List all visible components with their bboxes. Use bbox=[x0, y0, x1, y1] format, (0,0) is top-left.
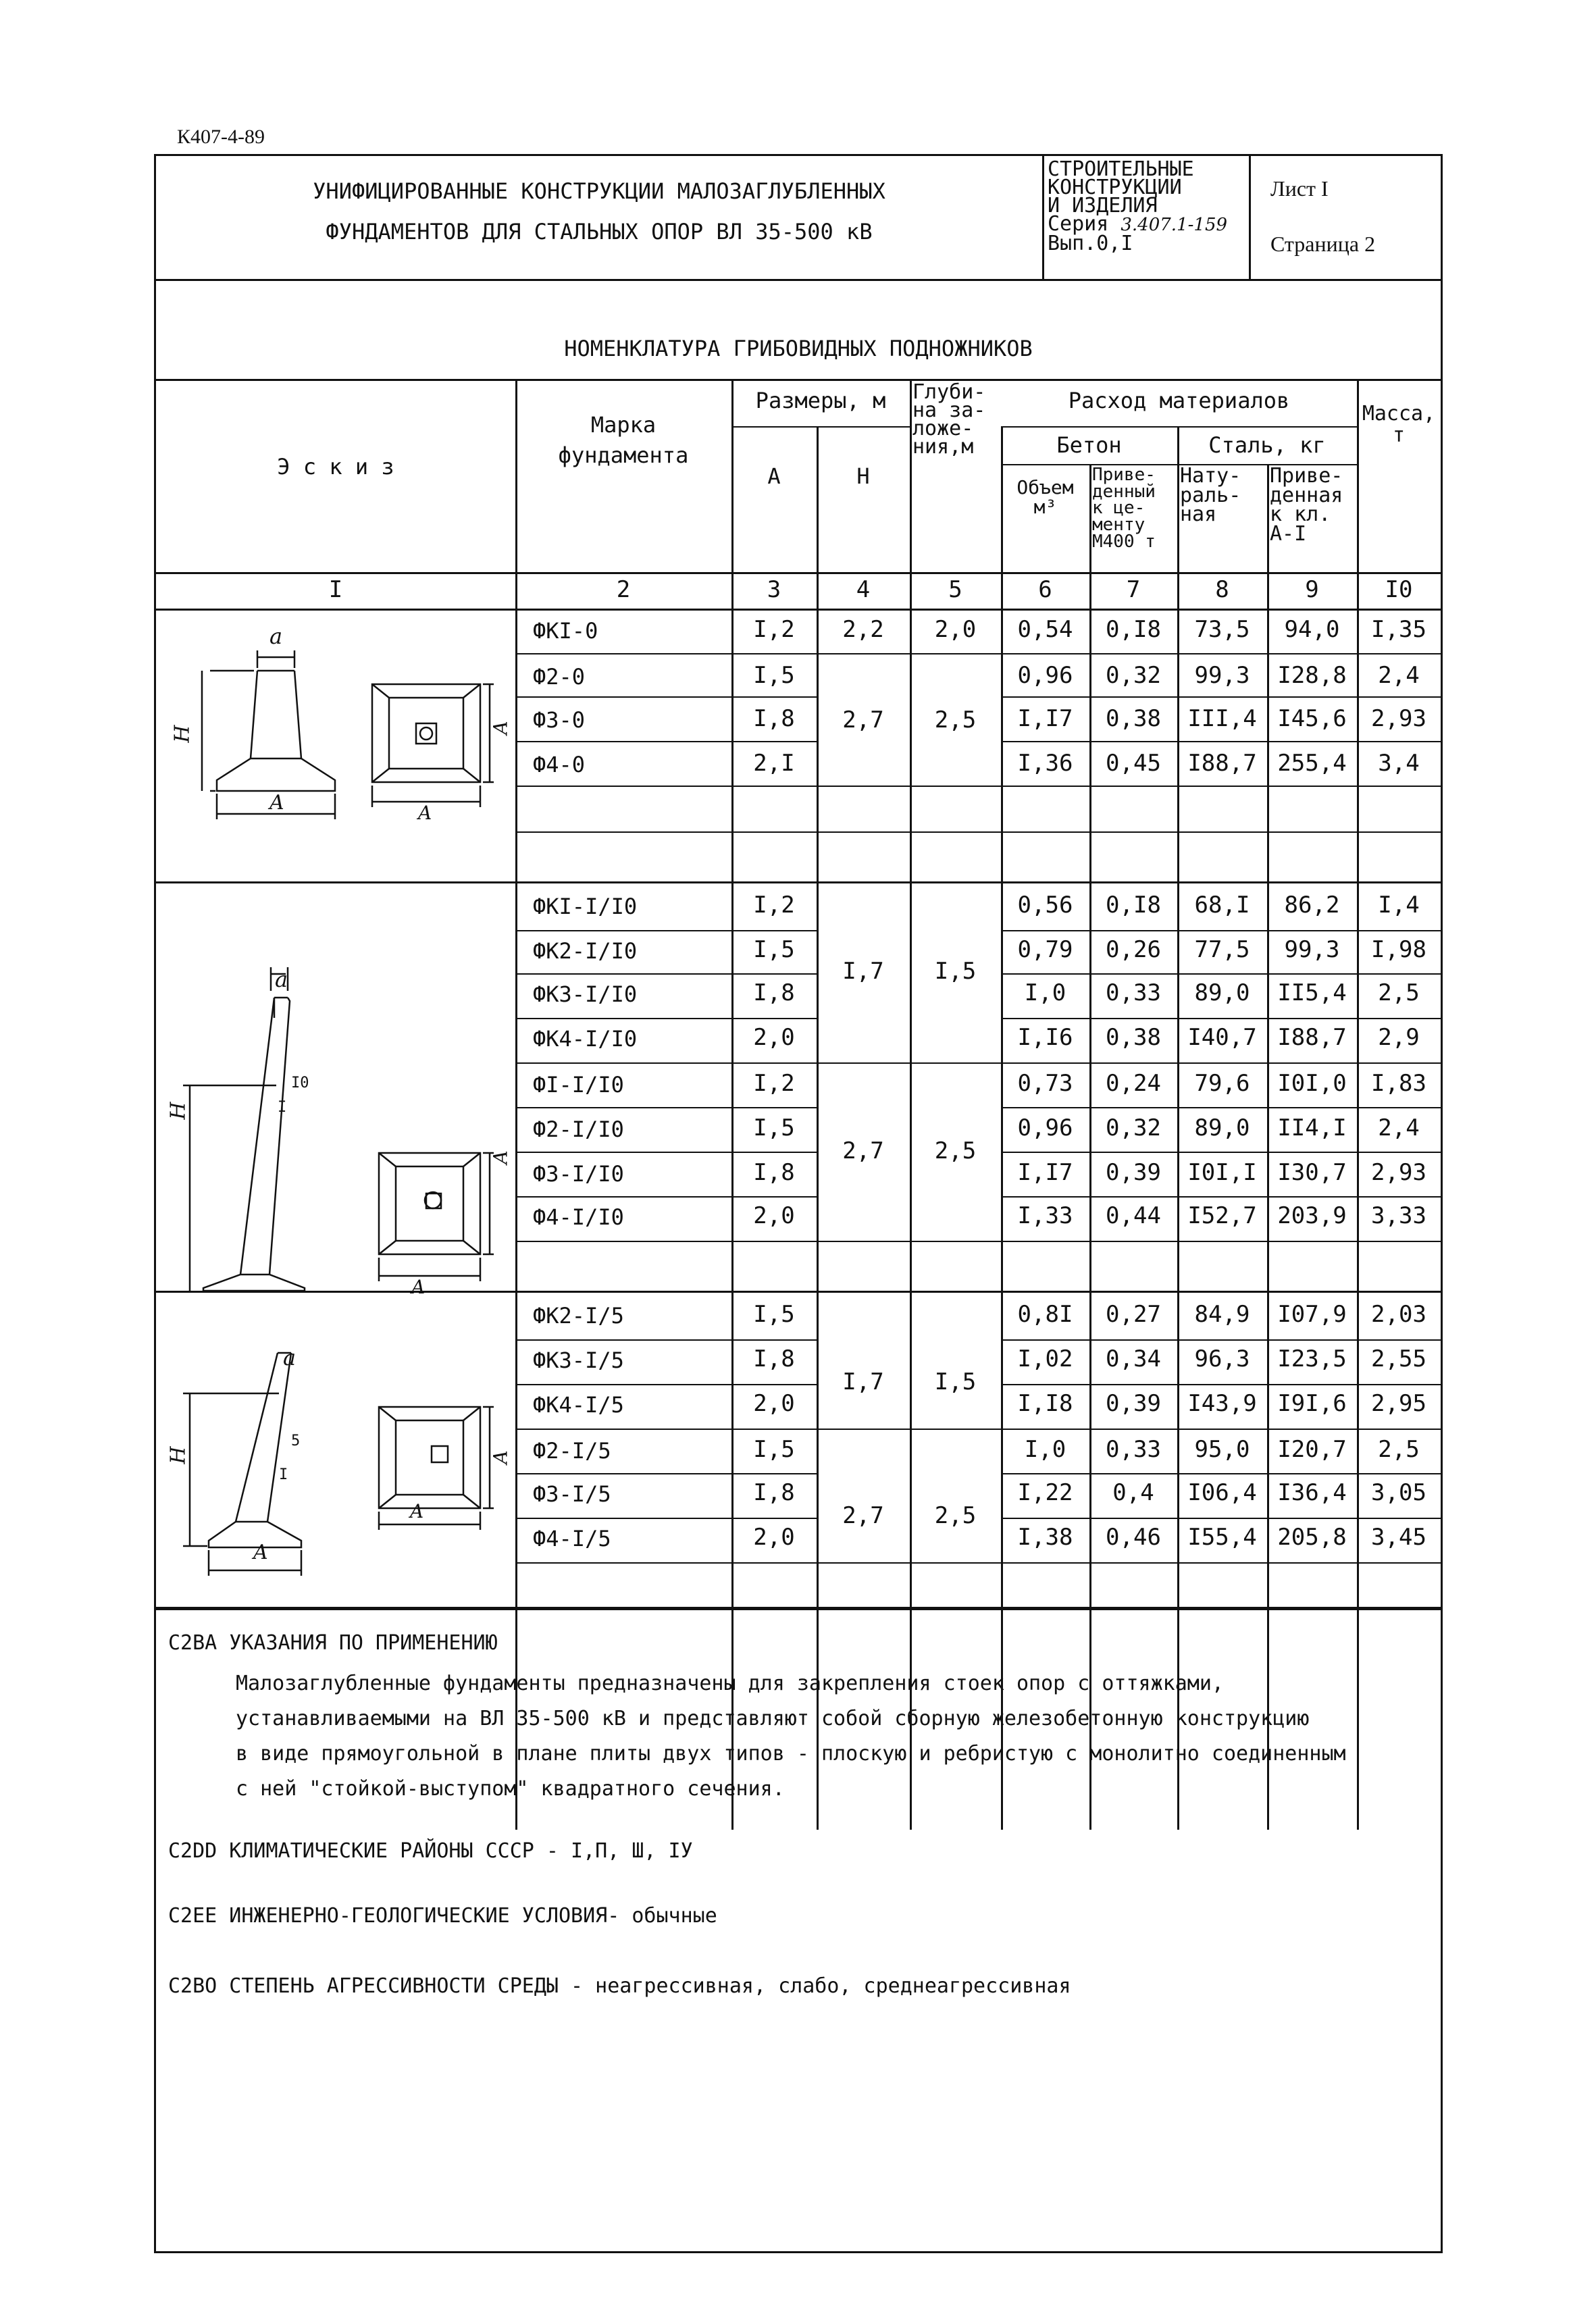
row-dim-a: 2,I bbox=[753, 750, 795, 777]
row-steel-natural: III,4 bbox=[1187, 705, 1257, 732]
row-mark: Ф4-I/I0 bbox=[533, 1204, 624, 1230]
page-frame bbox=[154, 154, 1443, 2253]
col-number: 7 bbox=[1126, 576, 1141, 603]
row-steel-reduced: I28,8 bbox=[1277, 662, 1347, 689]
col-number: I bbox=[328, 576, 343, 603]
row-steel-reduced: I30,7 bbox=[1277, 1159, 1347, 1186]
row-concrete-reduced: 0,38 bbox=[1106, 705, 1161, 732]
row-steel-natural: I55,4 bbox=[1187, 1524, 1257, 1551]
row-steel-natural: 89,0 bbox=[1194, 979, 1250, 1006]
table-title: НОМЕНКЛАТУРА ГРИБОВИДНЫХ ПОДНОЖНИКОВ bbox=[564, 336, 1033, 361]
row-steel-natural: 99,3 bbox=[1194, 662, 1250, 689]
header-concrete: Бетон bbox=[1056, 432, 1122, 458]
row-dim-a: 2,0 bbox=[753, 1202, 795, 1229]
row-steel-natural: I06,4 bbox=[1187, 1479, 1257, 1506]
row-concrete-reduced: 0,33 bbox=[1106, 1436, 1161, 1463]
row-concrete-reduced: 0,24 bbox=[1106, 1070, 1161, 1097]
header-volume: Объем м³ bbox=[1016, 476, 1074, 519]
row-dim-a: I,8 bbox=[753, 979, 795, 1006]
row-concrete-volume: I,0 bbox=[1024, 979, 1066, 1006]
row-mass: 2,55 bbox=[1371, 1345, 1426, 1372]
row-mass: I,4 bbox=[1378, 892, 1420, 919]
row-mass: 2,4 bbox=[1378, 662, 1420, 689]
row-concrete-reduced: 0,45 bbox=[1106, 750, 1161, 777]
col-number: 4 bbox=[856, 576, 871, 603]
sketch-flat-foundation bbox=[156, 610, 515, 881]
row-mass: 3,45 bbox=[1371, 1524, 1426, 1551]
row-concrete-reduced: 0,26 bbox=[1106, 936, 1161, 963]
row-dim-a: I,2 bbox=[753, 892, 795, 919]
row-steel-natural: 96,3 bbox=[1194, 1345, 1250, 1372]
row-steel-reduced: 86,2 bbox=[1284, 892, 1340, 919]
header-mark: Марка фундамента bbox=[558, 412, 689, 468]
row-steel-natural: 77,5 bbox=[1194, 936, 1250, 963]
row-mass: 2,03 bbox=[1371, 1301, 1426, 1328]
label-a-plan-bottom: A bbox=[418, 802, 432, 824]
row-mark: ФК4-I/5 bbox=[533, 1392, 624, 1418]
row-dim-a: I,5 bbox=[753, 1436, 795, 1463]
depth-value: I,5 bbox=[934, 1368, 977, 1395]
row-concrete-reduced: 0,4 bbox=[1112, 1479, 1154, 1506]
row-dim-a: I,8 bbox=[753, 1479, 795, 1506]
row-mark: ФК3-I/5 bbox=[533, 1347, 624, 1373]
row-concrete-reduced: 0,34 bbox=[1106, 1345, 1161, 1372]
row-dim-a: 2,0 bbox=[753, 1024, 795, 1051]
row-mark: Ф2-I/I0 bbox=[533, 1116, 624, 1142]
row-concrete-reduced: 0,32 bbox=[1106, 662, 1161, 689]
row-mass: 2,4 bbox=[1378, 1114, 1420, 1141]
row-steel-reduced: I0I,0 bbox=[1277, 1070, 1347, 1097]
row-steel-reduced: I07,9 bbox=[1277, 1301, 1347, 1328]
header-sketch: Э с к и з bbox=[277, 454, 394, 480]
row-steel-natural: 68,I bbox=[1194, 892, 1250, 919]
row-concrete-reduced: 0,I8 bbox=[1106, 892, 1161, 919]
row-steel-natural: 95,0 bbox=[1194, 1436, 1250, 1463]
row-mass: I,35 bbox=[1371, 616, 1426, 643]
row-steel-reduced: 255,4 bbox=[1277, 750, 1347, 777]
header-steel: Сталь, кг bbox=[1208, 432, 1326, 458]
row-dim-a: I,8 bbox=[753, 1159, 795, 1186]
row-concrete-reduced: 0,32 bbox=[1106, 1114, 1161, 1141]
row-mass: 2,9 bbox=[1378, 1024, 1420, 1051]
usage-text-2: устанавливаемыми на ВЛ 35-500 кВ и представляют собой сборную железобетонную конструкцию bbox=[236, 1707, 1310, 1730]
label-a-plan: A bbox=[489, 1150, 512, 1164]
row-concrete-volume: 0,96 bbox=[1017, 1114, 1073, 1141]
row-steel-reduced: I88,7 bbox=[1277, 1024, 1347, 1051]
height-value: 2,7 bbox=[842, 706, 884, 734]
row-mark: Ф4-I/5 bbox=[533, 1526, 611, 1551]
header-a: А bbox=[767, 463, 781, 489]
row-concrete-volume: I,I7 bbox=[1017, 1159, 1073, 1186]
row-dim-a: I,5 bbox=[753, 936, 795, 963]
label-slope-rise: I bbox=[278, 1099, 287, 1116]
label-a: a bbox=[275, 967, 288, 992]
row-concrete-reduced: 0,39 bbox=[1106, 1390, 1161, 1417]
col-number: I0 bbox=[1385, 576, 1413, 603]
row-steel-natural: I52,7 bbox=[1187, 1202, 1257, 1229]
row-concrete-volume: 0,54 bbox=[1017, 616, 1073, 643]
col-number: 3 bbox=[767, 576, 781, 603]
depth-value: 2,5 bbox=[934, 706, 977, 734]
title-line-2: ФУНДАМЕНТОВ ДЛЯ СТАЛЬНЫХ ОПОР ВЛ 35-500 кВ bbox=[326, 219, 873, 245]
row-steel-reduced: I36,4 bbox=[1277, 1479, 1347, 1506]
row-dim-a: I,5 bbox=[753, 1114, 795, 1141]
row-concrete-reduced: 0,39 bbox=[1106, 1159, 1161, 1186]
label-a: a bbox=[269, 623, 283, 649]
row-mass: 3,33 bbox=[1371, 1202, 1426, 1229]
row-steel-reduced: 205,8 bbox=[1277, 1524, 1347, 1551]
label-a-base: A bbox=[269, 791, 284, 815]
row-mark: ФКI-I/I0 bbox=[533, 894, 638, 919]
row-mark: Ф3-I/I0 bbox=[533, 1161, 624, 1187]
label-a-plan-bottom: A bbox=[411, 1276, 426, 1298]
row-concrete-volume: I,22 bbox=[1017, 1479, 1073, 1506]
row-dim-a: I,8 bbox=[753, 705, 795, 732]
row-concrete-volume: I,I6 bbox=[1017, 1024, 1073, 1051]
row-dim-a: I,5 bbox=[753, 1301, 795, 1328]
label-slope-run: 5 bbox=[291, 1433, 301, 1449]
label-a-plan: A bbox=[489, 721, 512, 735]
row-concrete-reduced: 0,44 bbox=[1106, 1202, 1161, 1229]
header-depth: Глуби- на за- ложе- ния,м bbox=[912, 380, 986, 459]
row-steel-natural: 79,6 bbox=[1194, 1070, 1250, 1097]
row-concrete-volume: 0,96 bbox=[1017, 662, 1073, 689]
usage-text-3: в виде прямоугольной в плане плиты двух типов - плоскую и ребристую с монолитно соединенным bbox=[236, 1742, 1346, 1766]
label-h: H bbox=[166, 1102, 190, 1120]
usage-heading: С2ВА УКАЗАНИЯ ПО ПРИМЕНЕНИЮ bbox=[168, 1631, 498, 1655]
col-number: 2 bbox=[616, 576, 631, 603]
label-h: H bbox=[170, 725, 195, 743]
row-steel-natural: 89,0 bbox=[1194, 1114, 1250, 1141]
row-concrete-volume: I,36 bbox=[1017, 750, 1073, 777]
row-mass: 2,5 bbox=[1378, 1436, 1420, 1463]
row-mass: 2,95 bbox=[1371, 1390, 1426, 1417]
row-mass: 2,93 bbox=[1371, 1159, 1426, 1186]
label-slope-run: I0 bbox=[291, 1075, 309, 1091]
row-concrete-volume: I,33 bbox=[1017, 1202, 1073, 1229]
row-dim-a: I,8 bbox=[753, 1345, 795, 1372]
row-concrete-volume: I,02 bbox=[1017, 1345, 1073, 1372]
depth-value: I,5 bbox=[934, 958, 977, 985]
row-mark: Ф2-0 bbox=[533, 664, 586, 690]
row-steel-reduced: 94,0 bbox=[1284, 616, 1340, 643]
depth-value: 2,0 bbox=[934, 616, 977, 643]
row-steel-reduced: 99,3 bbox=[1284, 936, 1340, 963]
document-code: К407-4-89 bbox=[177, 126, 265, 148]
row-steel-reduced: II4,I bbox=[1277, 1114, 1347, 1141]
row-concrete-reduced: 0,38 bbox=[1106, 1024, 1161, 1051]
row-mass: 2,93 bbox=[1371, 705, 1426, 732]
row-concrete-volume: 0,56 bbox=[1017, 892, 1073, 919]
col-number: 9 bbox=[1305, 576, 1319, 603]
row-mark: Ф3-0 bbox=[533, 707, 586, 733]
header-steel-reduced: Приве- денная к кл. А-I bbox=[1270, 464, 1343, 546]
row-mark: ФКI-0 bbox=[533, 618, 598, 644]
label-slope-rise: I bbox=[279, 1466, 288, 1483]
row-steel-reduced: I23,5 bbox=[1277, 1345, 1347, 1372]
label-a-plan: A bbox=[489, 1450, 512, 1464]
aggressiveness-note: С2ВО СТЕПЕНЬ АГРЕССИВНОСТИ СРЕДЫ - неагрессивная, слабо, среднеагрессивная bbox=[168, 1974, 1071, 1998]
row-mass: I,83 bbox=[1371, 1070, 1426, 1097]
row-steel-natural: I0I,I bbox=[1187, 1159, 1257, 1186]
row-mass: I,98 bbox=[1371, 936, 1426, 963]
usage-text-4: с ней "стойкой-выступом" квадратного сечения. bbox=[236, 1777, 785, 1801]
row-dim-a: I,2 bbox=[753, 616, 795, 643]
row-concrete-volume: I,I8 bbox=[1017, 1390, 1073, 1417]
row-mark: ФК3-I/I0 bbox=[533, 981, 638, 1007]
row-concrete-reduced: 0,33 bbox=[1106, 979, 1161, 1006]
sketch-inclined-10 bbox=[156, 883, 515, 1291]
row-dim-a: 2,0 bbox=[753, 1390, 795, 1417]
row-steel-natural: 73,5 bbox=[1194, 616, 1250, 643]
sketch-inclined-5 bbox=[156, 1292, 515, 1607]
row-steel-reduced: 203,9 bbox=[1277, 1202, 1347, 1229]
climate-note: С2DD КЛИМАТИЧЕСКИЕ РАЙОНЫ СССР - I,П, Ш, IУ bbox=[168, 1839, 693, 1863]
row-dim-a: 2,0 bbox=[753, 1524, 795, 1551]
row-mark: Ф4-0 bbox=[533, 752, 586, 777]
stamp-block: СТРОИТЕЛЬНЫЕ КОНСТРУКЦИИ И ИЗДЕЛИЯ Серия 3.407.1-159 Вып.0,I bbox=[1048, 157, 1228, 255]
sheet-number: Лист I bbox=[1270, 176, 1329, 201]
row-concrete-reduced: 0,27 bbox=[1106, 1301, 1161, 1328]
col-number: 6 bbox=[1038, 576, 1052, 603]
row-steel-natural: I43,9 bbox=[1187, 1390, 1257, 1417]
row-steel-reduced: I9I,6 bbox=[1277, 1390, 1347, 1417]
row-mark: ФК2-I/5 bbox=[533, 1303, 624, 1329]
row-dim-a: I,2 bbox=[753, 1070, 795, 1097]
title-line-1: УНИФИЦИРОВАННЫЕ КОНСТРУКЦИИ МАЛОЗАГЛУБЛЕННЫХ bbox=[313, 178, 885, 204]
header-materials: Расход материалов bbox=[1068, 388, 1290, 413]
row-concrete-volume: I,0 bbox=[1024, 1436, 1066, 1463]
height-value: I,7 bbox=[842, 958, 884, 985]
label-a: a bbox=[283, 1345, 297, 1370]
col-number: 8 bbox=[1215, 576, 1229, 603]
row-dim-a: I,5 bbox=[753, 662, 795, 689]
row-steel-reduced: I20,7 bbox=[1277, 1436, 1347, 1463]
row-concrete-volume: 0,79 bbox=[1017, 936, 1073, 963]
row-mark: ФК4-I/I0 bbox=[533, 1026, 638, 1052]
usage-text-1: Малозаглубленные фундаменты предназначены для закрепления стоек опор с оттяжками, bbox=[236, 1672, 1224, 1695]
row-steel-reduced: I45,6 bbox=[1277, 705, 1347, 732]
col-number: 5 bbox=[948, 576, 962, 603]
row-concrete-volume: 0,8I bbox=[1017, 1301, 1073, 1328]
height-value: 2,7 bbox=[842, 1137, 884, 1164]
height-value: I,7 bbox=[842, 1368, 884, 1395]
row-steel-natural: 84,9 bbox=[1194, 1301, 1250, 1328]
row-mass: 2,5 bbox=[1378, 979, 1420, 1006]
row-concrete-volume: I,I7 bbox=[1017, 705, 1073, 732]
row-mark: Ф2-I/5 bbox=[533, 1438, 611, 1464]
height-value: 2,2 bbox=[842, 616, 884, 643]
height-value: 2,7 bbox=[842, 1502, 884, 1529]
label-h: H bbox=[166, 1446, 190, 1464]
label-a-plan-bottom: A bbox=[410, 1500, 424, 1522]
row-steel-natural: I88,7 bbox=[1187, 750, 1257, 777]
row-steel-reduced: II5,4 bbox=[1277, 979, 1347, 1006]
label-a-base: A bbox=[253, 1541, 268, 1564]
row-concrete-reduced: 0,I8 bbox=[1106, 616, 1161, 643]
geology-note: С2ЕЕ ИНЖЕНЕРНО-ГЕОЛОГИЧЕСКИЕ УСЛОВИЯ- обычные bbox=[168, 1904, 717, 1928]
row-mark: ФI-I/I0 bbox=[533, 1072, 624, 1098]
row-steel-natural: I40,7 bbox=[1187, 1024, 1257, 1051]
header-reduced-cement: Приве- денный к це- менту М400 т bbox=[1092, 465, 1156, 552]
row-concrete-volume: 0,73 bbox=[1017, 1070, 1073, 1097]
header-mass: Масса, т bbox=[1362, 402, 1436, 447]
row-mark: Ф3-I/5 bbox=[533, 1481, 611, 1507]
row-concrete-reduced: 0,46 bbox=[1106, 1524, 1161, 1551]
page-number: Страница 2 bbox=[1270, 232, 1376, 256]
row-concrete-volume: I,38 bbox=[1017, 1524, 1073, 1551]
row-mass: 3,05 bbox=[1371, 1479, 1426, 1506]
header-sizes: Размеры, м bbox=[755, 388, 886, 413]
header-h: Н bbox=[856, 463, 870, 489]
row-mass: 3,4 bbox=[1378, 750, 1420, 777]
depth-value: 2,5 bbox=[934, 1137, 977, 1164]
row-mark: ФК2-I/I0 bbox=[533, 938, 638, 964]
header-steel-natural: Нату- раль- ная bbox=[1180, 464, 1241, 526]
depth-value: 2,5 bbox=[934, 1502, 977, 1529]
